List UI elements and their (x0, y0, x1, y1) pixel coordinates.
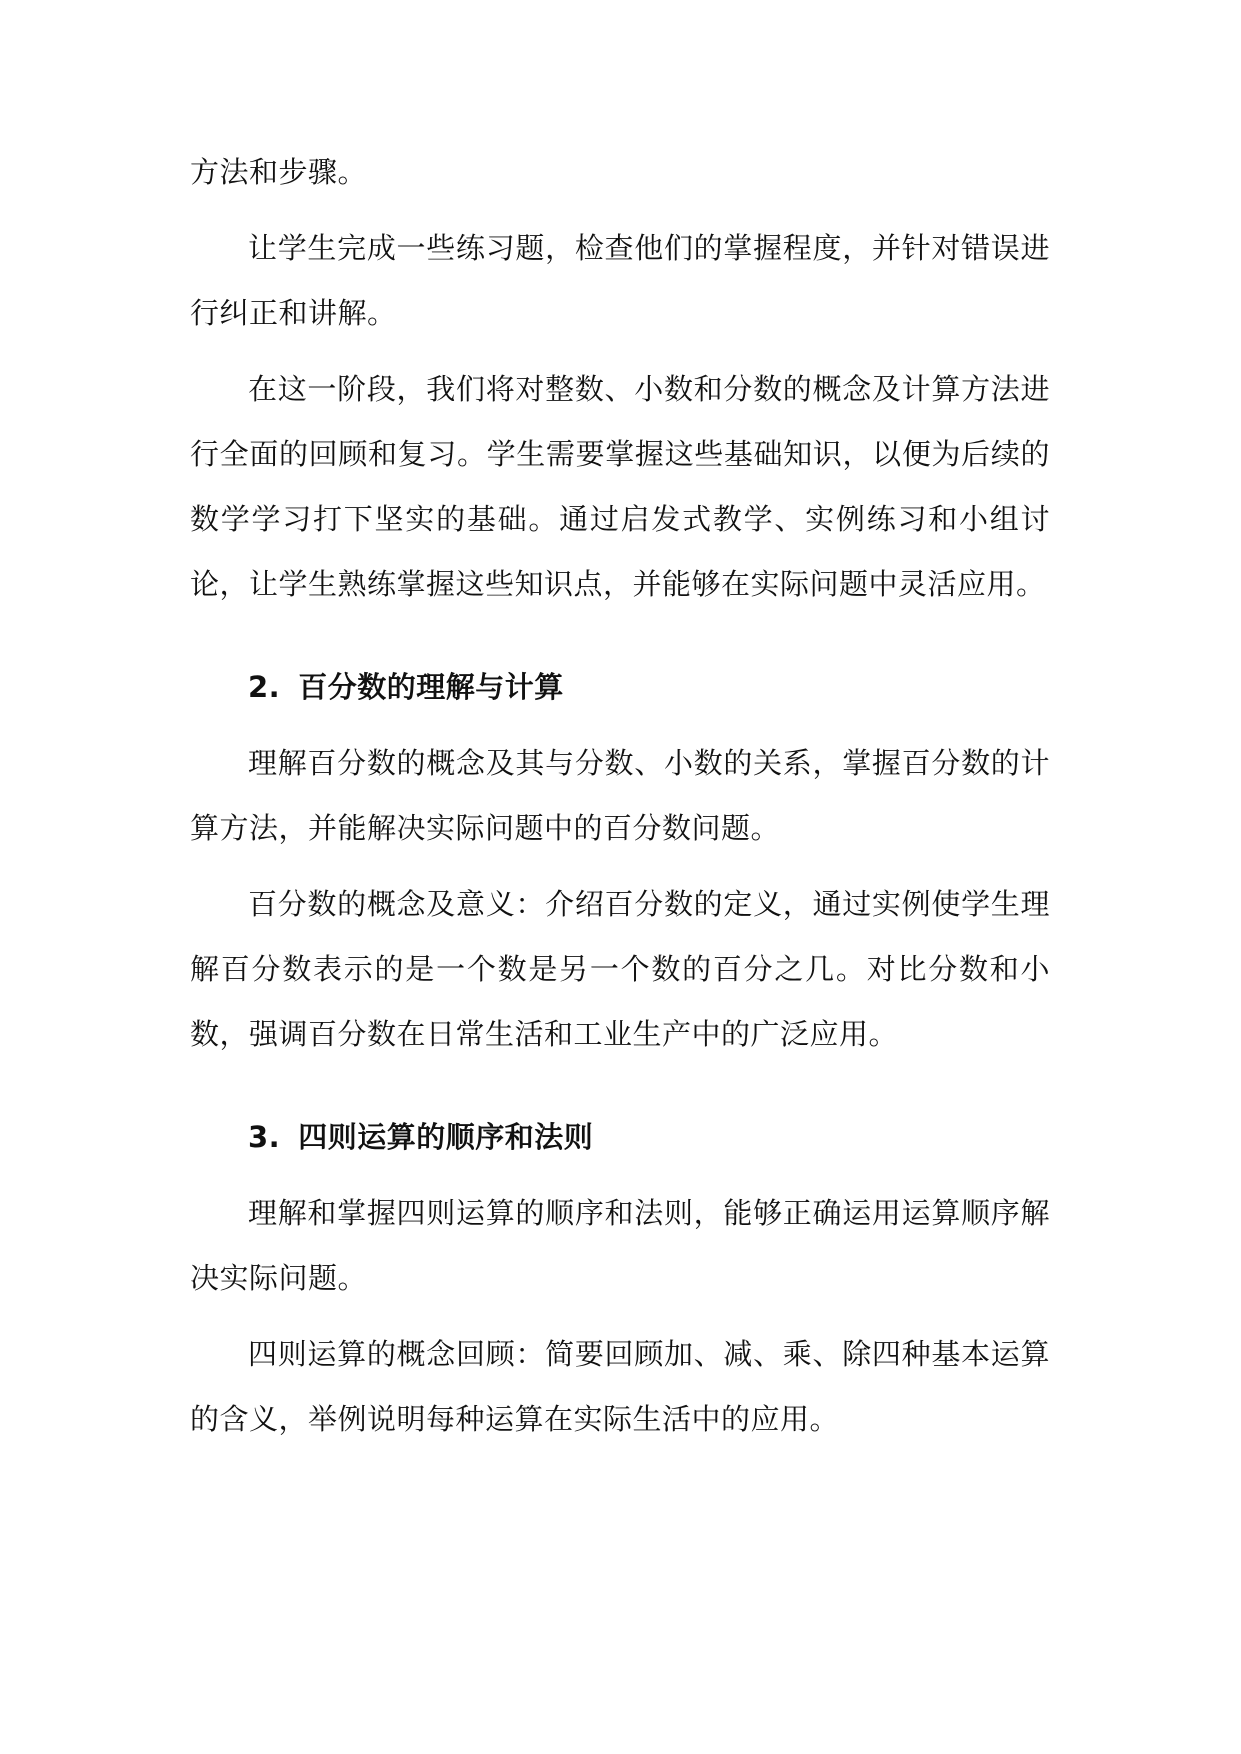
paragraph-operations-goal: 理解和掌握四则运算的顺序和法则，能够正确运用运算顺序解决实际问题。 (190, 1196, 1050, 1295)
section-title: 四则运算的顺序和法则 (298, 1120, 594, 1154)
paragraph-percent-concept: 百分数的概念及意义：介绍百分数的定义，通过实例使学生理解百分数表示的是一个数是另一个数的百分之几。对比分数和小数，强调百分数在日常生活和工业生产中的广泛应用。 (190, 887, 1050, 1051)
section-heading-operations (190, 1105, 1050, 1170)
section-title: 百分数的理解与计算 (298, 670, 564, 704)
paragraph-operations-review: 四则运算的概念回顾：简要回顾加、减、乘、除四种基本运算的含义，举例说明每种运算在实际生活中的应用。 (190, 1337, 1050, 1436)
paragraph-review: 在这一阶段，我们将对整数、小数和分数的概念及计算方法进行全面的回顾和复习。学生需要掌握这些基础知识，以便为后续的数学学习打下坚实的基础。通过启发式教学、实例练习和小组讨论，让学生熟练掌握这些知识点，并能够在实际问题中灵活应用。 (190, 372, 1050, 601)
section-heading-percent (190, 655, 1050, 720)
section-number: 2. (248, 670, 281, 704)
paragraph-percent-goal: 理解百分数的概念及其与分数、小数的关系，掌握百分数的计算方法，并能解决实际问题中的百分数问题。 (190, 746, 1050, 845)
document-body (190, 140, 1050, 1463)
paragraph-practice: 让学生完成一些练习题，检查他们的掌握程度，并针对错误进行纠正和讲解。 (190, 231, 1050, 330)
section-number: 3. (248, 1120, 281, 1154)
paragraph-continuation: 方法和步骤。 (190, 155, 368, 189)
